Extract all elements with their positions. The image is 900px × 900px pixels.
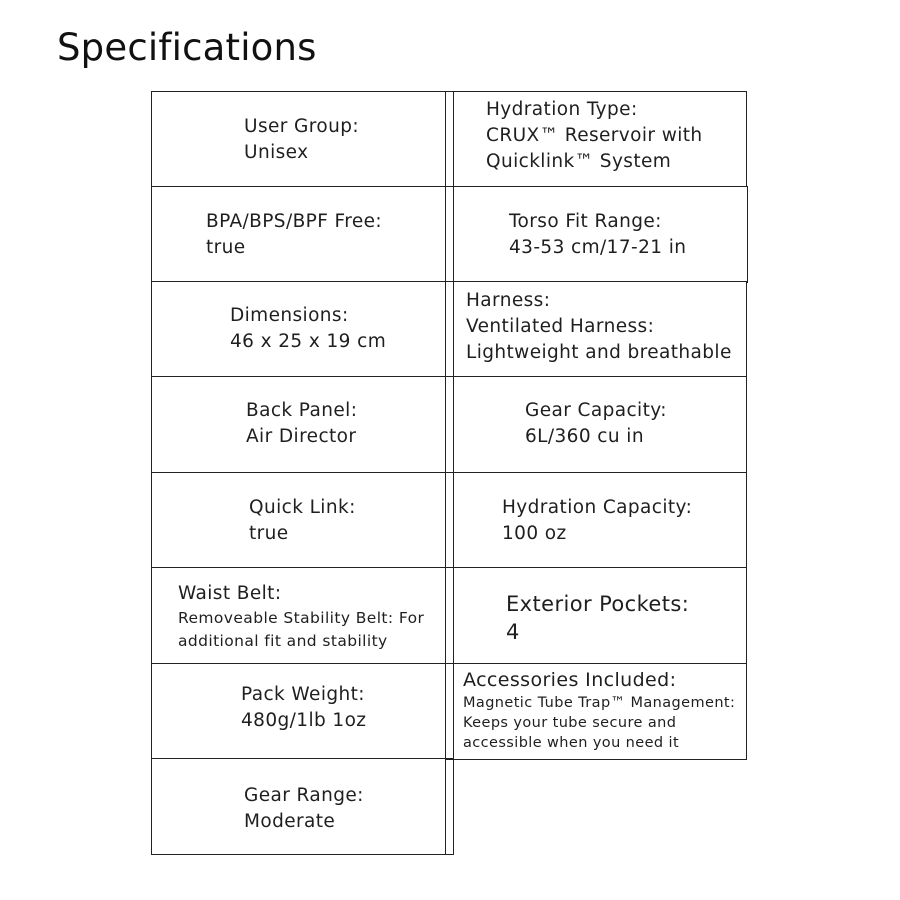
spec-value: 6L/360 cu in [525, 426, 644, 447]
spec-label: User Group: [244, 116, 360, 137]
spec-value: Lightweight and breathable [466, 342, 732, 363]
spec-label: Hydration Type: [486, 99, 638, 120]
spec-dimensions [230, 303, 386, 355]
spec-label: Harness: [466, 290, 551, 311]
spec-value: Quicklink™ System [486, 151, 672, 172]
spec-label: Gear Capacity: [525, 400, 667, 421]
spec-label: Hydration Capacity: [502, 497, 693, 518]
spec-label: Back Panel: [246, 400, 358, 421]
spec-label: Exterior Pockets: [506, 592, 690, 616]
spec-value: 480g/1lb 1oz [241, 710, 367, 731]
spec-value: accessible when you need it [463, 735, 680, 751]
spec-value: 100 oz [502, 523, 567, 544]
spec-quick-link [249, 495, 356, 547]
spec-value: true [206, 237, 246, 258]
column-divider [445, 91, 454, 760]
spec-label: Waist Belt: [178, 583, 282, 604]
spec-torso-fit [509, 209, 686, 261]
spec-value: Removeable Stability Belt: For [178, 609, 425, 627]
spec-value: Unisex [244, 142, 309, 163]
spec-value: 4 [506, 620, 520, 644]
spec-value: Moderate [244, 811, 336, 832]
spec-accessories [463, 668, 735, 753]
spec-exterior-pockets [506, 590, 689, 646]
spec-gear-range [244, 783, 364, 835]
spec-bpa-free [206, 209, 382, 261]
spec-back-panel [246, 398, 357, 450]
spec-harness [466, 288, 732, 366]
column-divider [445, 758, 454, 855]
spec-value: Ventilated Harness: [466, 316, 655, 337]
spec-pack-weight [241, 682, 366, 734]
spec-label: Accessories Included: [463, 669, 677, 691]
spec-label: Gear Range: [244, 785, 364, 806]
spec-value: additional fit and stability [178, 632, 388, 650]
spec-hydration-capacity [502, 495, 692, 547]
spec-label: BPA/BPS/BPF Free: [206, 211, 383, 232]
spec-value: true [249, 523, 289, 544]
spec-value: Keeps your tube secure and [463, 715, 677, 731]
spec-value: 43-53 cm/17-21 in [509, 237, 687, 258]
spec-value: 46 x 25 x 19 cm [230, 331, 387, 352]
spec-waist-belt [178, 581, 424, 653]
spec-label: Pack Weight: [241, 684, 365, 705]
spec-value: Magnetic Tube Trap™ Management: [463, 695, 736, 711]
spec-value: Air Director [246, 426, 357, 447]
spec-gear-capacity [525, 398, 667, 450]
spec-label: Torso Fit Range: [509, 211, 662, 232]
spec-label: Quick Link: [249, 497, 356, 518]
spec-value: CRUX™ Reservoir with [486, 125, 703, 146]
spec-label: Dimensions: [230, 305, 349, 326]
spec-hydration-type [486, 97, 703, 175]
page-title: Specifications [57, 26, 317, 69]
spec-user-group [244, 114, 359, 166]
